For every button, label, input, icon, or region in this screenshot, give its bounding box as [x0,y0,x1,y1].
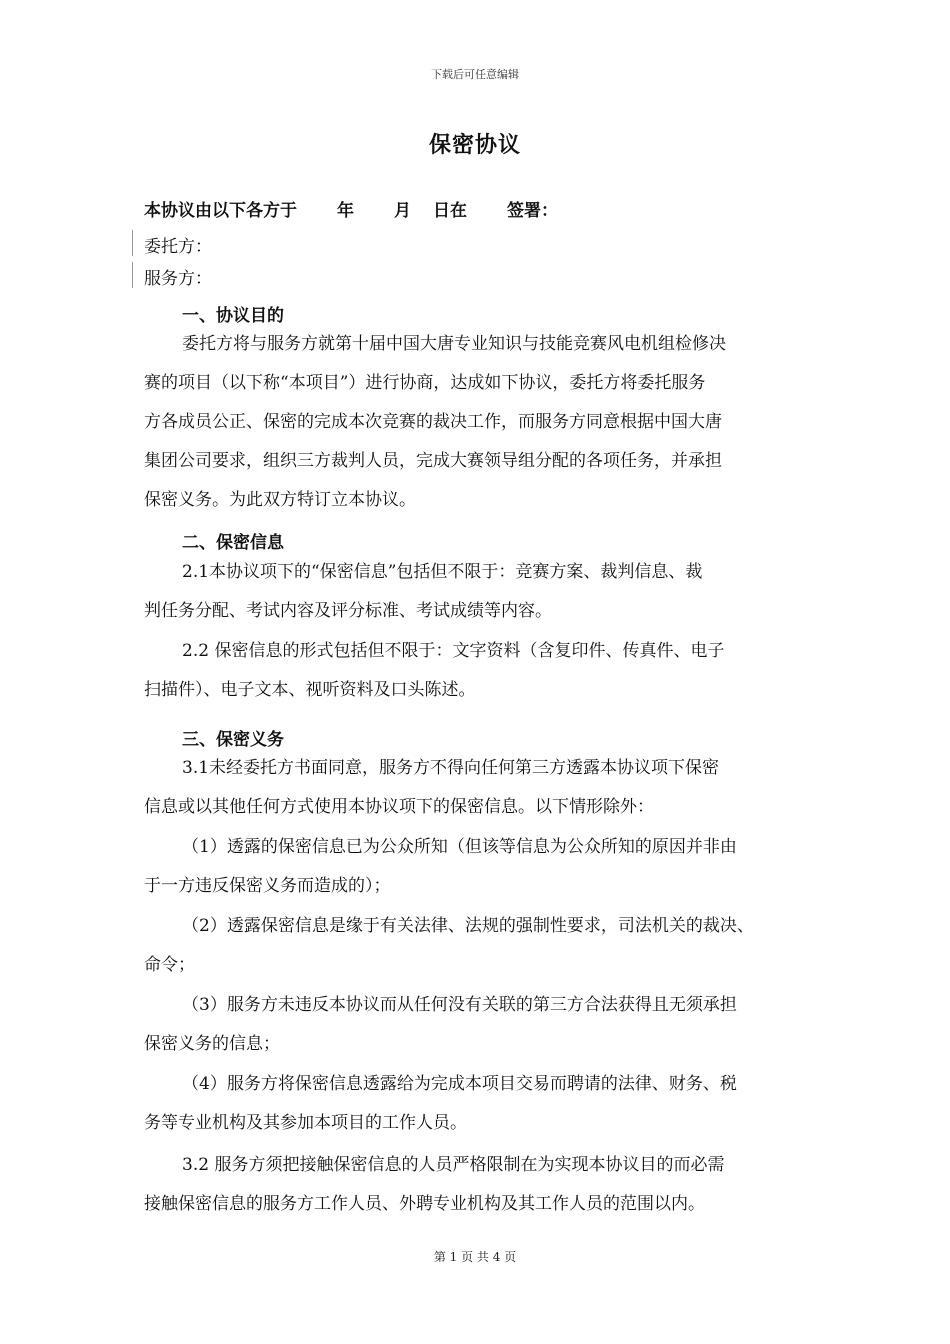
paragraph-line: 务等专业机构及其参加本项目的工作人员。 [144,1113,467,1133]
paragraph-line: 保密义务。为此双方特订立本协议。 [144,490,416,510]
paragraph-line: 3.2 服务方须把接触保密信息的人员严格限制在为实现本协议目的而必需 [182,1155,725,1175]
paragraph [144,553,814,631]
signing-prefix: 本协议由以下各方于 [144,201,297,221]
margin-marker [132,230,133,256]
paragraph [144,325,814,520]
signing-month: 月 [394,201,411,221]
margin-marker [132,262,133,288]
paragraph-line: 于一方违反保密义务而造成的）； [144,876,391,896]
paragraph [144,986,814,1064]
paragraph-line: 3.1未经委托方书面同意，服务方不得向任何第三方透露本协议项下保密 [182,758,720,778]
signing-signed: 签署： [507,201,558,221]
paragraph-line: 2.1本协议项下的“保密信息”包括但不限于：竞赛方案、裁判信息、裁 [182,562,703,582]
signing-year: 年 [337,201,354,221]
paragraph-line: （1）透露的保密信息已为公众所知（但该等信息为公众所知的原因并非由 [182,837,737,857]
paragraph-line: 委托方将与服务方就第十届中国大唐专业知识与技能竞赛风电机组检修决 [182,334,726,354]
paragraph-line: 扫描件）、电子文本、视听资料及口头陈述。 [144,680,476,700]
service-party: 服务方： [144,269,212,289]
paragraph-line: 方各成员公正、保密的完成本次竞赛的裁决工作，而服务方同意根据中国大唐 [144,412,722,432]
paragraph-line: 集团公司要求，组织三方裁判人员，完成大赛领导组分配的各项任务，并承担 [144,451,722,471]
client-party: 委托方： [144,237,212,257]
paragraph [144,1065,814,1143]
paragraph-line: 判任务分配、考试内容及评分标准、考试成绩等内容。 [144,601,552,621]
paragraph-line: 接触保密信息的服务方工作人员、外聘专业机构及其工作人员的范围以内。 [144,1194,705,1214]
signing-day-at: 日在 [433,201,467,221]
paragraph-line: 信息或以其他任何方式使用本协议项下的保密信息。以下情形除外： [144,797,654,817]
paragraph-line: （4）服务方将保密信息透露给为完成本项目交易而聘请的法律、财务、税 [182,1074,737,1094]
section-heading: 三、保密义务 [182,730,284,750]
header-note: 下载后可任意编辑 [431,68,519,81]
paragraph-line: 赛的项目（以下称“本项目”）进行协商，达成如下协议，委托方将委托服务 [144,373,706,393]
page-title: 保密协议 [428,133,521,158]
paragraph [144,907,814,985]
paragraph-line: 命令； [144,955,195,975]
paragraph [144,632,814,710]
paragraph-line: （3）服务方未违反本协议而从任何没有关联的第三方合法获得且无须承担 [182,995,737,1015]
paragraph [144,828,814,906]
paragraph [144,749,814,827]
paragraph-line: 保密义务的信息； [144,1034,280,1054]
paragraph [144,1146,814,1224]
paragraph-line: （2）透露保密信息是缘于有关法律、法规的强制性要求，司法机关的裁决、 [182,916,754,936]
section-heading: 二、保密信息 [182,533,284,553]
page-number: 第 1 页 共 4 页 [433,1250,517,1264]
section-heading: 一、协议目的 [182,306,284,326]
paragraph-line: 2.2 保密信息的形式包括但不限于：文字资料（含复印件、传真件、电子 [182,641,725,661]
signing-statement [144,196,558,221]
